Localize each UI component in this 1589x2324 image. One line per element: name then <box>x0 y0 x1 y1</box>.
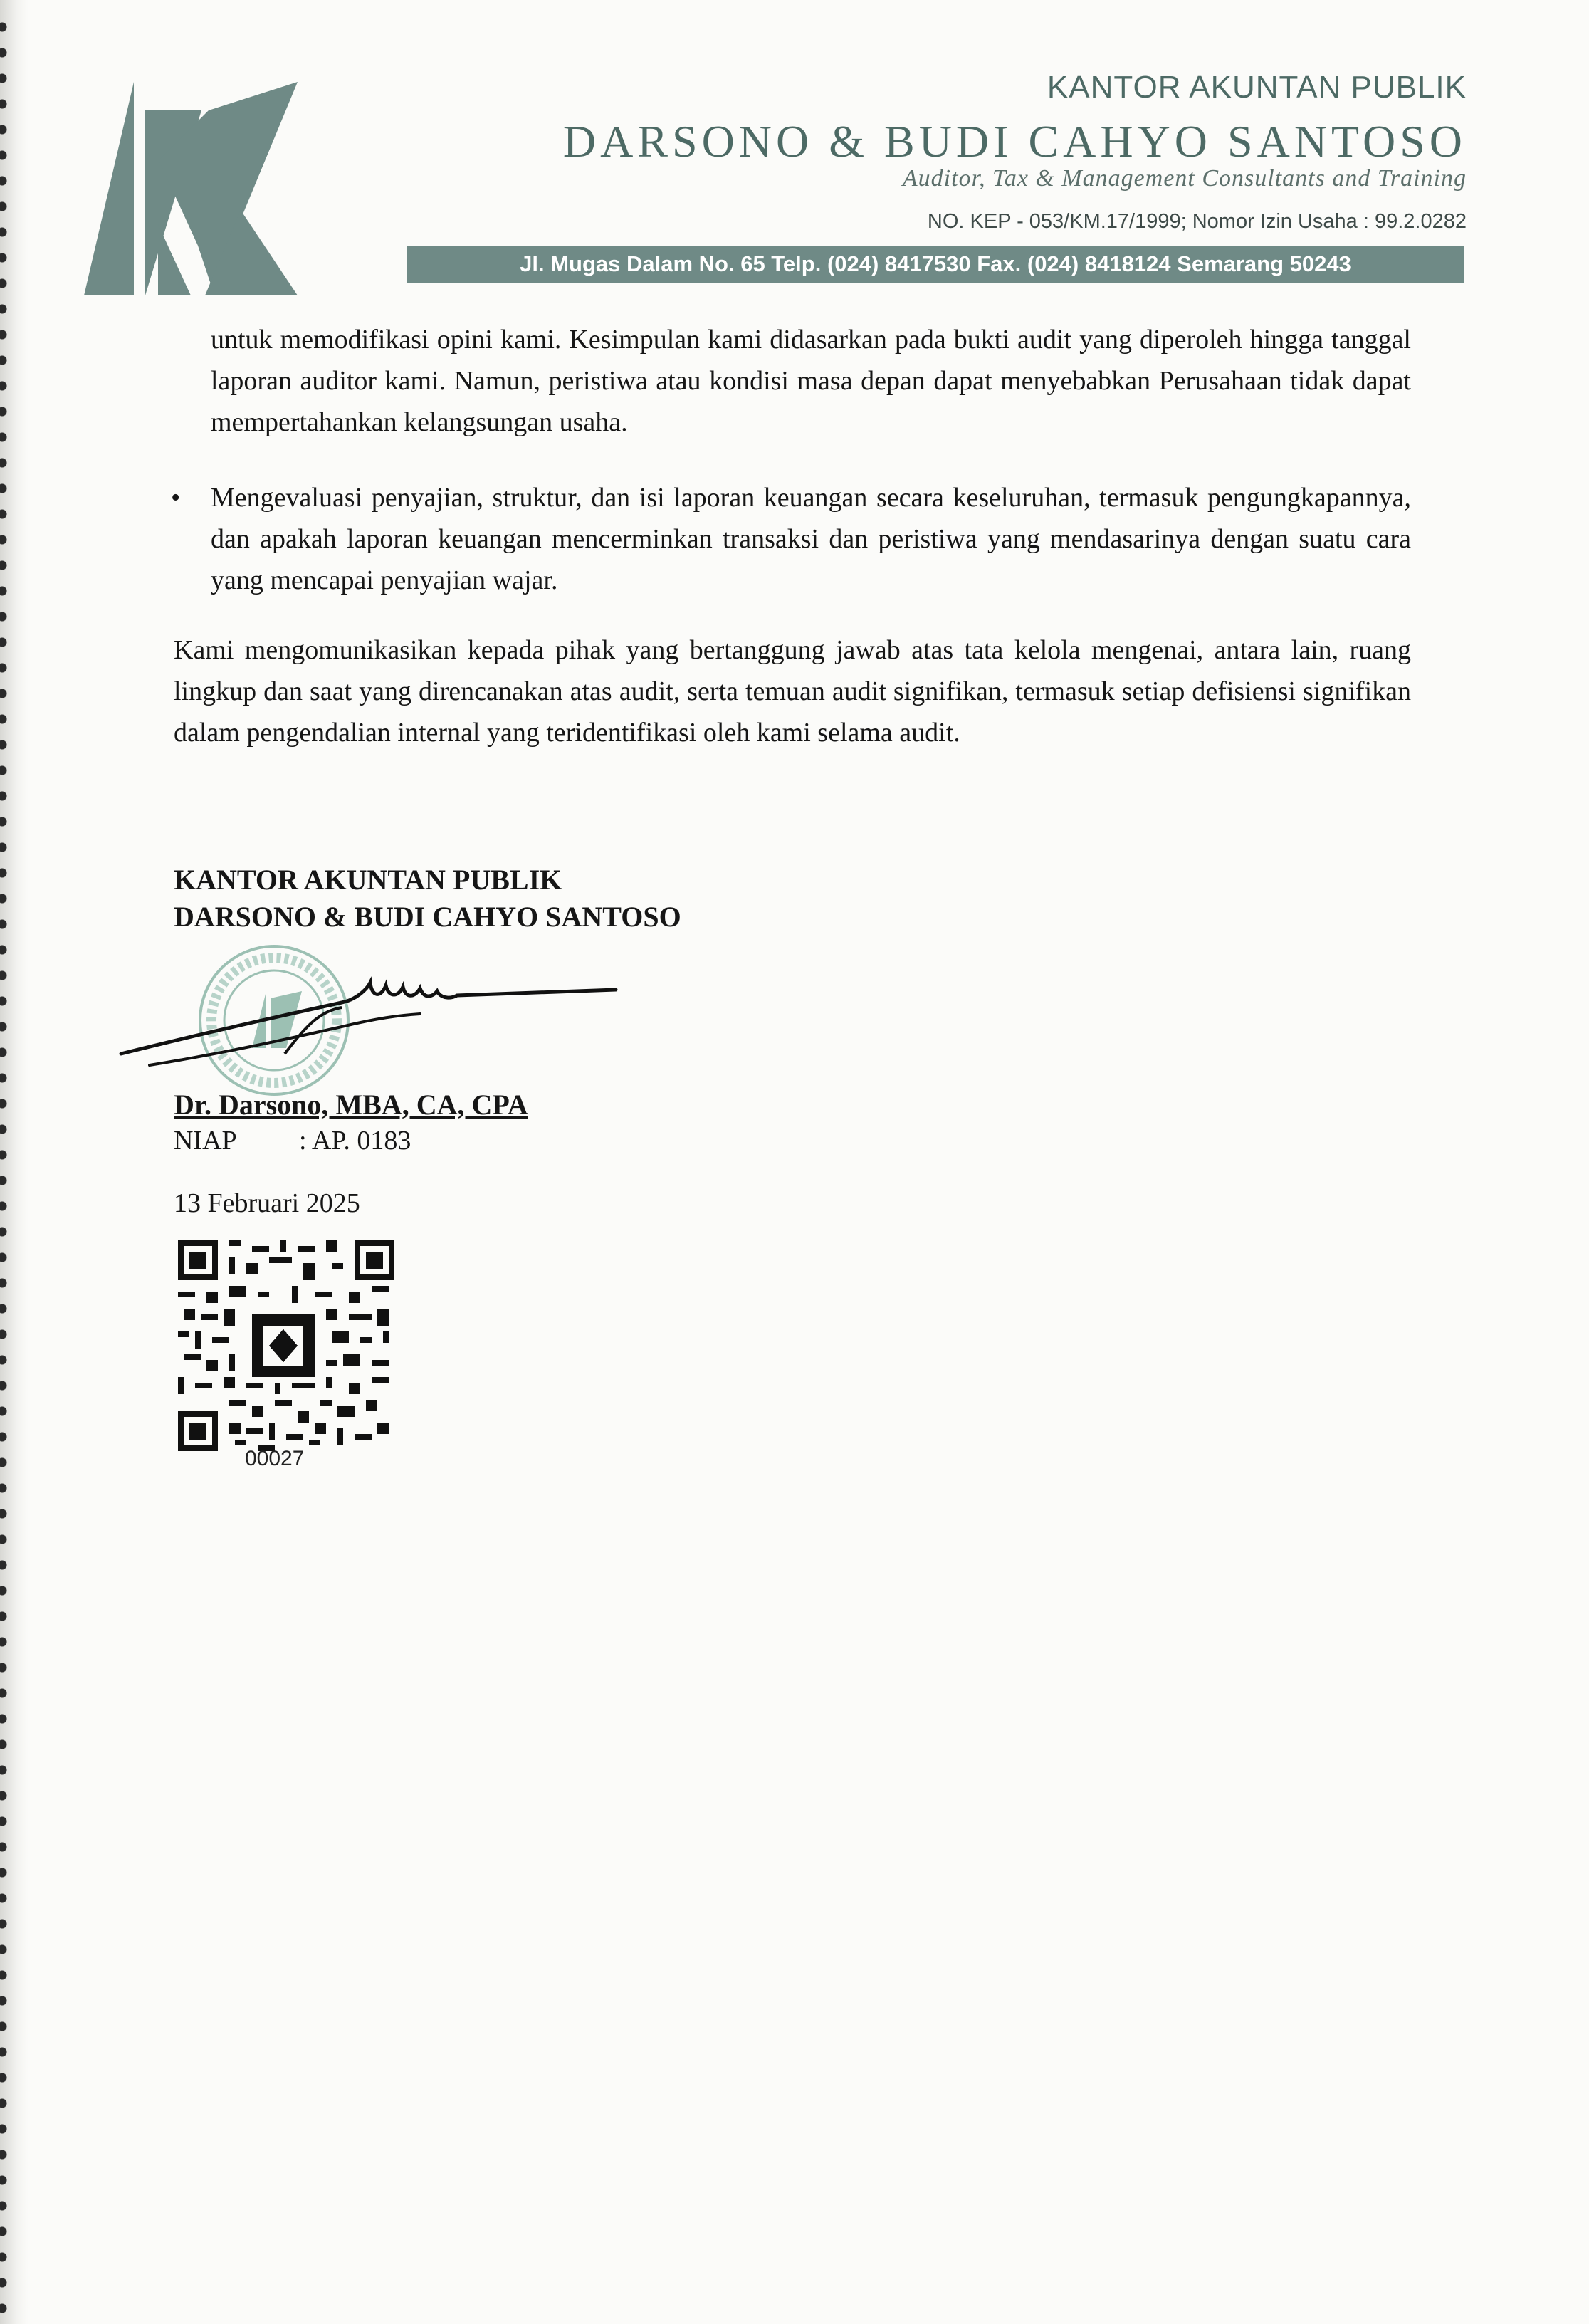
paragraph-continuation: untuk memodifikasi opini kami. Kesimpulan kami didasarkan pada bukti audit yang diperoleh hingga tanggal laporan auditor kami. Namun, peristiwa atau kondisi masa depan dapat menyebabkan Perusahaan tidak dapat mempertahankan kelangsungan usaha. <box>211 325 1411 437</box>
signature-firm-line1: KANTOR AKUNTAN PUBLIK <box>174 864 562 896</box>
bullet-marker: • <box>171 483 181 513</box>
closing-paragraph: Kami mengomunikasikan kepada pihak yang bertanggung jawab atas tata kelola mengenai, antara lain, ruang lingkup dan saat yang direncanakan atas audit, serta temuan audit signifikan, termasuk setiap defisiensi signifikan dalam pengendalian internal yang teridentifikasi oleh kami selama audit. <box>174 635 1411 748</box>
qr-serial-number: 00027 <box>245 1447 305 1470</box>
handwritten-signature-icon <box>107 968 634 1082</box>
address-bar: Jl. Mugas Dalam No. 65 Telp. (024) 8417530 Fax. (024) 8418124 Semarang 50243 <box>407 246 1464 283</box>
bullet-item: Mengevaluasi penyajian, struktur, dan isi laporan keuangan secara keseluruhan, termasuk pengungkapannya, dan apakah laporan keuangan mencerminkan transaksi dan peristiwa yang mendasarinya dengan suatu cara yang mencapai penyajian wajar. <box>211 483 1411 595</box>
firm-services: Auditor, Tax & Management Consultants and Training <box>902 165 1467 192</box>
qr-code-icon <box>178 1240 394 1451</box>
firm-name: DARSONO & BUDI CAHYO SANTOSO <box>562 116 1467 167</box>
office-title: KANTOR AKUNTAN PUBLIK <box>1047 70 1467 105</box>
signer-name: Dr. Darsono, MBA, CA, CPA <box>174 1089 528 1121</box>
kap-logo-icon <box>84 82 298 295</box>
spiral-binding <box>0 14 16 2314</box>
signature-firm-line2: DARSONO & BUDI CAHYO SANTOSO <box>174 901 681 933</box>
license-number: NO. KEP - 053/KM.17/1999; Nomor Izin Usaha : 99.2.0282 <box>927 210 1467 233</box>
signature-date: 13 Februari 2025 <box>174 1188 360 1218</box>
niap-value: : AP. 0183 <box>299 1126 411 1156</box>
niap-label: NIAP <box>174 1126 237 1156</box>
